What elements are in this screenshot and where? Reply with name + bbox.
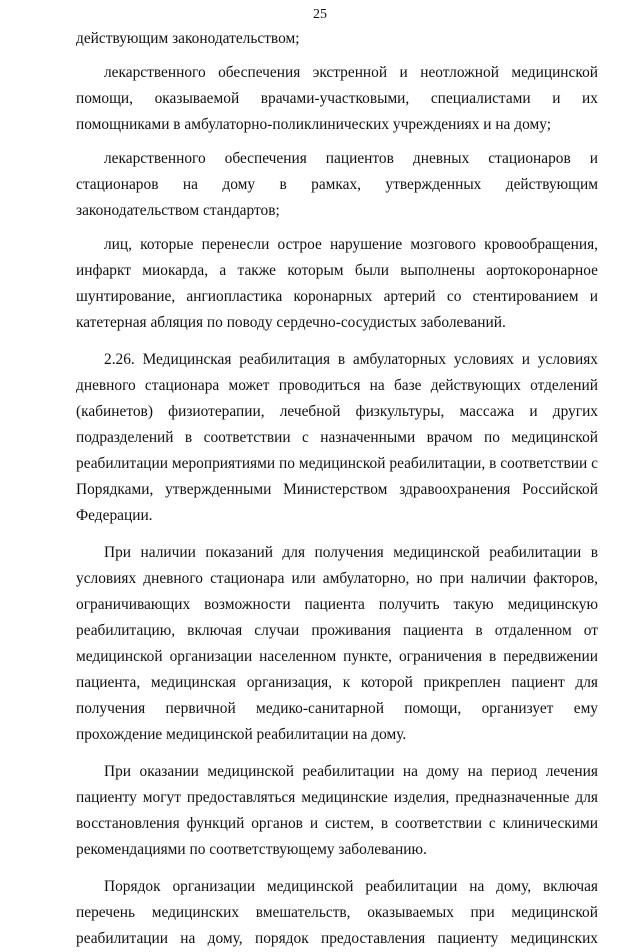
document-body (76, 26, 598, 952)
paragraph-home-rehabilitation-indications: При наличии показаний для получения медицинской реабилитации в условиях дневного стационара или амбулаторно, но при наличии факторов, ограничивающих возможности пациента получить такую медицинскую реабилитацию, включая случаи проживания пациента в отдаленном от медицинской организации населенном пункте, ограничения в передвижении пациента, медицинская организация, к которой прикреплен пациент для получения первичной медико-санитарной помощи, организует ему прохождение медицинской реабилитации на дому. (76, 544, 598, 743)
paragraph-continuation: действующим законодательством; (76, 30, 300, 47)
paragraph-cardiovascular-patients: лиц, которые перенесли острое нарушение мозгового кровообращения, инфаркт миокарда, а также которым были выполнены аортокоронарное шунтирование, ангиопластика коронарных артерий со стентированием и катетерная абляция по поводу сердечно-сосудистых заболеваний. (76, 236, 598, 331)
paragraph-emergency-drug-supply: лекарственного обеспечения экстренной и неотложной медицинской помощи, оказываемой врачами-участковыми, специалистами и их помощниками в амбулаторно-поликлинических учреждениях и на дому; (76, 64, 598, 133)
paragraph-medical-devices: При оказании медицинской реабилитации на дому на период лечения пациенту могут предоставляться медицинские изделия, предназначенные для восстановления функций органов и систем, в соответствии с клиническими рекомендациями по соответствующему заболеванию. (76, 763, 598, 858)
paragraph-2-26-rehabilitation: 2.26. Медицинская реабилитация в амбулаторных условиях и условиях дневного стационара может проводиться на базе действующих отделений (кабинетов) физиотерапии, лечебной физкультуры, массажа и других подразделений в соответствии с назначенными врачом по медицинской реабилитации мероприятиями по медицинской реабилитации, в соответствии с Порядками, утвержденными Министерством здравоохранения Российской Федерации. (76, 351, 598, 524)
paragraph-home-rehabilitation-procedure: Порядок организации медицинской реабилитации на дому, включая перечень медицинских вмешательств, оказываемых при медицинской реабилитации на дому, порядок предоставления пациенту медицинских (76, 878, 598, 947)
page-number: 25 (313, 7, 327, 22)
paragraph-day-hospital-drug-supply: лекарственного обеспечения пациентов дневных стационаров и стационаров на дому в рамках, утвержденных действующим законодательством стандартов; (76, 150, 598, 219)
